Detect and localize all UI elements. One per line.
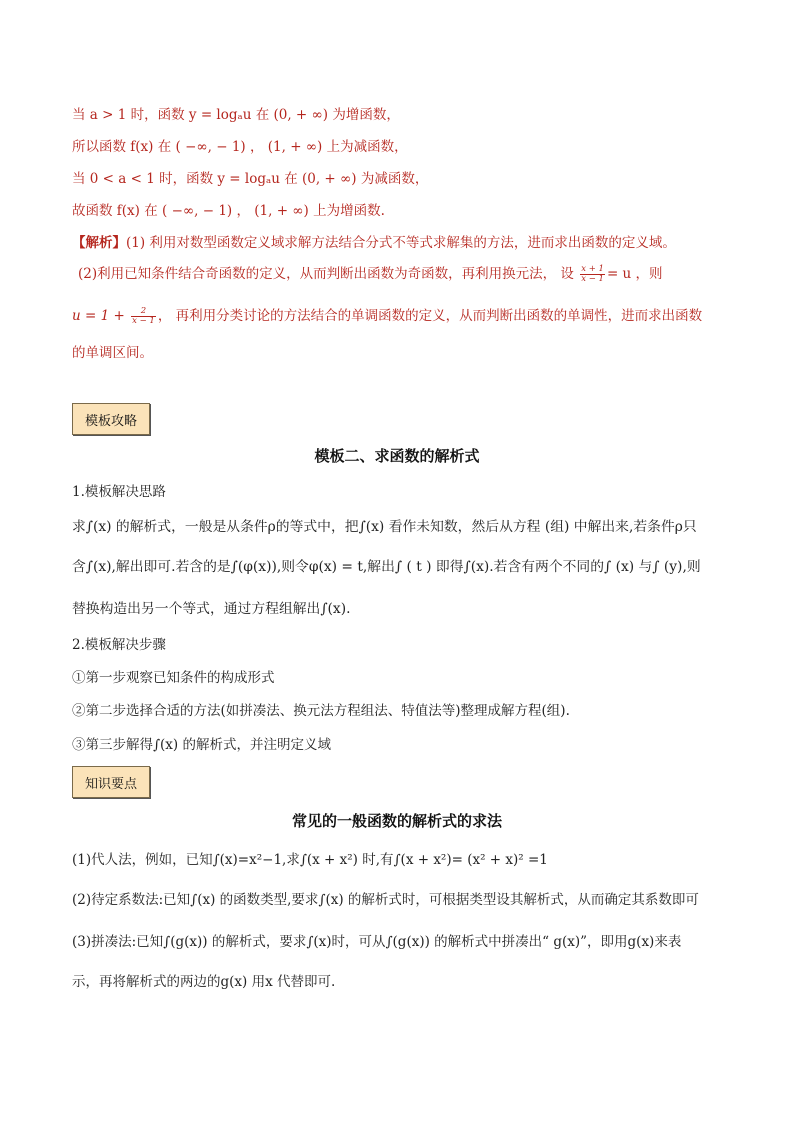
- jiexi-line-3: [72, 304, 702, 326]
- fraction-2-over-x-minus-1: [131, 307, 156, 326]
- jiexi-line-1: [72, 231, 676, 251]
- step-2: ②第二步选择合适的方法(如拼凑法、换元法方程组法、特值法等)整理成解方程(组).: [72, 703, 570, 719]
- section-badge-knowledge: 知识要点: [72, 766, 150, 798]
- analysis-line-4: 故函数 f(x) 在 ( −∞, − 1) ， (1, + ∞) 上为增函数.: [72, 203, 385, 219]
- analysis-line-2: 所以函数 f(x) 在 ( −∞, − 1) ， (1, + ∞) 上为减函数，: [72, 139, 408, 155]
- method-3-line-2: 示，再将解析式的两边的g(x) 用x 代替即可.: [72, 974, 336, 990]
- subheading-steps: 2.模板解决步骤: [72, 637, 166, 653]
- jiexi-line-2: [78, 262, 663, 284]
- jiexi-tag: 【解析】: [72, 235, 126, 251]
- step-3: ③第三步解得∫(x) 的解析式，并注明定义域: [72, 737, 331, 753]
- jiexi-text-2a: (2)利用已知条件结合奇函数的定义，从而判断出函数为奇函数，再利用换元法， 设: [78, 266, 574, 282]
- analysis-line-1: 当 a > 1 时，函数 y = logₐu 在 (0, + ∞) 为增函数，: [72, 107, 400, 123]
- approach-paragraph-line-1: 求∫(x) 的解析式，一般是从条件ρ的等式中，把∫(x) 看作未知数，然后从方程 (组) 中解出来,若条件ρ只: [72, 519, 697, 535]
- approach-paragraph-line-3: 替换构造出另一个等式，通过方程组解出∫(x).: [72, 601, 351, 617]
- fraction-denominator: x − 1: [581, 274, 604, 284]
- jiexi-line-4: 的单调区间。: [72, 345, 153, 361]
- step-1: ①第一步观察已知条件的构成形式: [72, 670, 275, 686]
- fraction-numerator: x + 1: [581, 264, 604, 275]
- fraction-numerator: 2: [131, 307, 156, 317]
- jiexi-text-1: (1) 利用对数型函数定义域求解方法结合分式不等式求解集的方法，进而求出函数的定义域。: [126, 235, 676, 251]
- fraction-x-plus-1-over-x-minus-1: [580, 265, 605, 284]
- jiexi-text-2b: = u ，则: [606, 266, 663, 282]
- approach-paragraph-line-2: 含∫(x),解出即可.若含的是∫(φ(x)),则令φ(x) = t,解出∫ ( t ) 即得∫(x).若含有两个不同的∫ (x) 与∫ (y),则: [72, 559, 701, 575]
- method-1: (1)代人法，例如，已知∫(x)=x²−1,求∫(x + x²) 时,有∫(x + x²)= (x² + x)² =1: [72, 852, 548, 868]
- method-2: (2)待定系数法:已知∫(x) 的函数类型,要求∫(x) 的解析式时，可根据类型设其解析式，从而确定其系数即可: [72, 892, 699, 908]
- section-badge-template: 模板攻略: [72, 403, 150, 435]
- section-title-template: 模板二、求函数的解析式: [314, 447, 480, 465]
- subheading-approach: 1.模板解决思路: [72, 484, 166, 500]
- fraction-denominator: x − 1: [132, 316, 155, 326]
- jiexi-text-3b: ， 再利用分类讨论的方法结合的单调函数的定义，从而判断出函数的单调性，进而求出函数: [157, 308, 703, 324]
- jiexi-text-3a: u = 1 +: [72, 308, 125, 324]
- section-title-methods: 常见的一般函数的解析式的求法: [291, 812, 502, 830]
- method-3-line-1: (3)拼凑法:已知∫(g(x)) 的解析式，要求∫(x)时，可从∫(g(x)) 的解析式中拼凑出“ g(x)”，即用g(x)来表: [72, 934, 682, 950]
- analysis-line-3: 当 0 < a < 1 时，函数 y = logₐu 在 (0, + ∞) 为减函数，: [72, 171, 429, 187]
